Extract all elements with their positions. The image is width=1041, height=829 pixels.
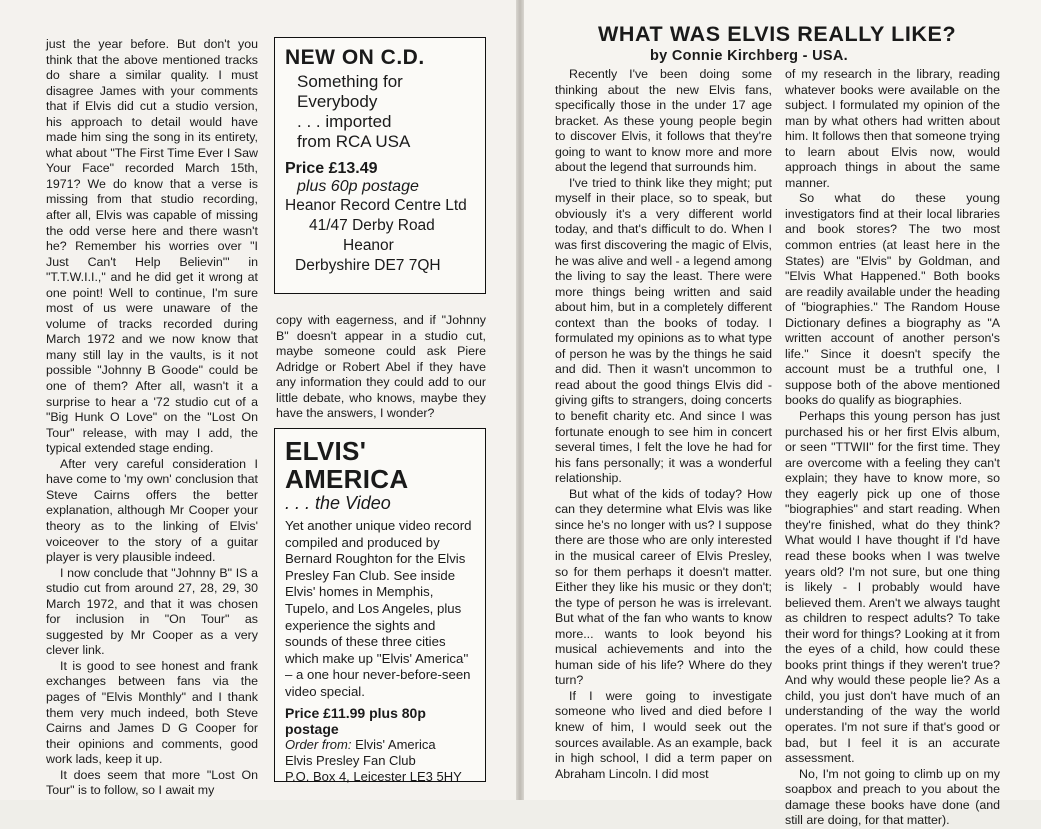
article-byline: by Connie Kirchberg - USA. — [650, 48, 848, 64]
paragraph: I now conclude that "Johnny B" IS a studio cut from around 27, 28, 29, 30 March 1972, and that it was chosen for inclusion in "On Tour" as suggested by Mr Cooper as a very clever link. — [46, 565, 258, 658]
ad-line: . . . imported — [297, 112, 392, 131]
ad-order-line: P.O. Box 4, Leicester LE3 5HY — [285, 768, 462, 784]
ad-address-line: 41/47 Derby Road — [309, 217, 435, 234]
article-title: WHAT WAS ELVIS REALLY LIKE? — [598, 22, 957, 46]
left-column-1 — [46, 37, 258, 799]
page-gutter — [516, 0, 524, 800]
cd-advertisement — [274, 37, 486, 294]
video-advertisement — [274, 428, 486, 782]
ad-postage: plus 60p postage — [297, 178, 419, 195]
ad-body: Yet another unique video record compiled and produced by Bernard Roughton for the Elvis Presley Fan Club. See inside Elvis' homes in Memphis, Tupelo, and Los Angeles, plus experience the sights and sounds of these three cities which make up ''Elvis' America'' – a one hour never-before-seen video special. — [285, 518, 472, 699]
order-label: Order from: — [285, 736, 352, 752]
ad-address-line: Heanor — [343, 237, 394, 254]
ad-heading: ELVIS' AMERICA — [285, 436, 409, 494]
ad-order-line — [285, 737, 475, 753]
ad-line: Everybody — [297, 92, 378, 111]
paragraph: After very careful consideration I have come to 'my own' conclusion that Steve Cairns offers the better explanation, although Mr Cooper your theory as to the linking of Elvis' voiceover to the story of a guitar player is very plausible indeed. — [46, 456, 258, 565]
ad-heading: NEW ON C.D. — [285, 46, 425, 69]
paragraph: I've tried to think like they might; put myself in their place, so to speak, but obviously it's a very different world today, and that's difficult to do. When I was first discovering the magic of Elvis, he was alive and well - a legend among the living to say the least. There were more things being written and said about him, but in a completely different context than the books of today. I formulated my opinions as to what type of person he was by the things he said and did. Then it wasn't uncommon to read about the good things Elvis did - giving gifts to strangers, doing concerts to benefit charity etc. And since I was fortunate enough to see him in concert several times, I felt the love he had for his fans personally; it was a wonderful relationship. — [555, 175, 772, 486]
paragraph: It does seem that more "Lost On Tour" is to follow, so I await my — [46, 767, 258, 798]
paragraph: No, I'm not going to climb up on my soapbox and preach to you about the damage these books have done (and still are doing, for that matter). — [785, 766, 1000, 828]
paragraph: But what of the kids of today? How can they determine what Elvis was like since he's no longer with us? I suppose there are those who are only interested in the musical career of Elvis Presley, so for them perhaps it doesn't matter. Either they like his music or they don't; the type of person he was is irrelevant. But what of the fan who wants to know more... wants to look beyond his musical achievements and into the human side of his life? Where do they turn? — [555, 486, 772, 688]
ad-price: Price £13.49 — [285, 160, 378, 177]
paragraph: Perhaps this young person has just purchased his or her first Elvis album, or seen "TTWII" for the first time. They are overcome with a feeling they can't explain; they have to know more, so they eagerly pick up one of those "biographies" and start reading. When they're finished, what do they think? What would I have thought if I'd have read these books when I was twelve years old? I'm not sure, but one thing is likely - I probably would have believed them. Aren't we always taught as children to respect adults? To take their word for things? Looking at it from the eyes of a child, how could these books print things if they weren't true? And why would these people lie? As a child, you just don't have much of an understanding of the way the world operates. I'm not sure if that's good or bad, but I feel it is an accurate assessment. — [785, 409, 1000, 766]
right-column-1 — [555, 67, 772, 782]
right-column-2 — [785, 67, 1000, 829]
paragraph: copy with eagerness, and if "Johnny B" doesn't appear in a studio cut, maybe someone could ask Piere Adridge or Robert Abel if they have any information they could add to our little debate, who knows, maybe they have the answers, I wonder? — [276, 313, 486, 421]
ad-line: Something for — [297, 72, 403, 91]
paragraph: If I were going to investigate someone who lived and died before I knew of him, I would seek out the sources available. As an example, back in high school, I did a term paper on Abraham Lincoln. I did most — [555, 688, 772, 781]
paragraph: Recently I've been doing some thinking about the new Elvis fans, specifically those in the under 17 age bracket. As these young people begin to discover Elvis, it follows that they're going to want to know more and more about the legend that surrounds him. — [555, 67, 772, 175]
ad-address-line: Derbyshire DE7 7QH — [295, 257, 441, 274]
paragraph: of my research in the library, reading whatever books were available on the subject. I formulated my opinion of the man by what others had written about him. It follows then that someone trying to learn about Elvis now, would approach things in about the same manner. — [785, 67, 1000, 190]
paragraph: So what do these young investigators find at their local libraries and book stores? The two most common entries (at least here in the States) are "Elvis" by Goldman, and "Elvis What Happened." Both books are readily available under the heading of "biographies." The Random House Dictionary defines a biography as "A written account of another person's life." Since it doesn't specify the account must be a truthful one, I suppose both of the above mentioned books do qualify as biographies. — [785, 191, 1000, 408]
paragraph: It is good to see honest and frank exchanges between fans via the pages of "Elvis Monthly" and I thank them very much indeed, both Steve Cairns and James D G Cooper for their opinions and comments, good work lads, keep it up. — [46, 658, 258, 767]
left-column-2 — [276, 313, 486, 422]
ad-address-line: Heanor Record Centre Ltd — [285, 197, 467, 214]
ad-subheading: . . . the Video — [285, 493, 391, 513]
ad-price: Price £11.99 plus 80p postage — [285, 704, 426, 737]
ad-order-line: Elvis Presley Fan Club — [285, 752, 416, 768]
order-name: Elvis' America — [355, 736, 436, 752]
ad-line: from RCA USA — [297, 132, 411, 151]
paragraph: just the year before. But don't you think that the above mentioned tracks do share a similar quality. I must disagree James with your comments that if Elvis did cut a studio version, his approach to detail would have made him sing the song in its entirety, what about "The First Time Ever I Saw Your Face" recorded March 15th, 1971? We do know that a verse is missing from that studio recording, after all, Elvis was capable of missing the odd verse here and there wasn't he? Remember his worries over "I Just Can't Help Believin'" in "T.T.W.I.I.," and he did get it wrong at one point! Well to continue, I'm sure most of us were unaware of the volume of tracks recorded during March 1972 and we now know that many still lay in the vaults, is it not possible "Johnny B Goode" could be one of them? After all, wasn't it a surprise to hear a '72 studio cut of a "Big Hunk O Love" on the "Lost On Tour" release, with may I add, the typical extended stage ending. — [46, 37, 258, 456]
